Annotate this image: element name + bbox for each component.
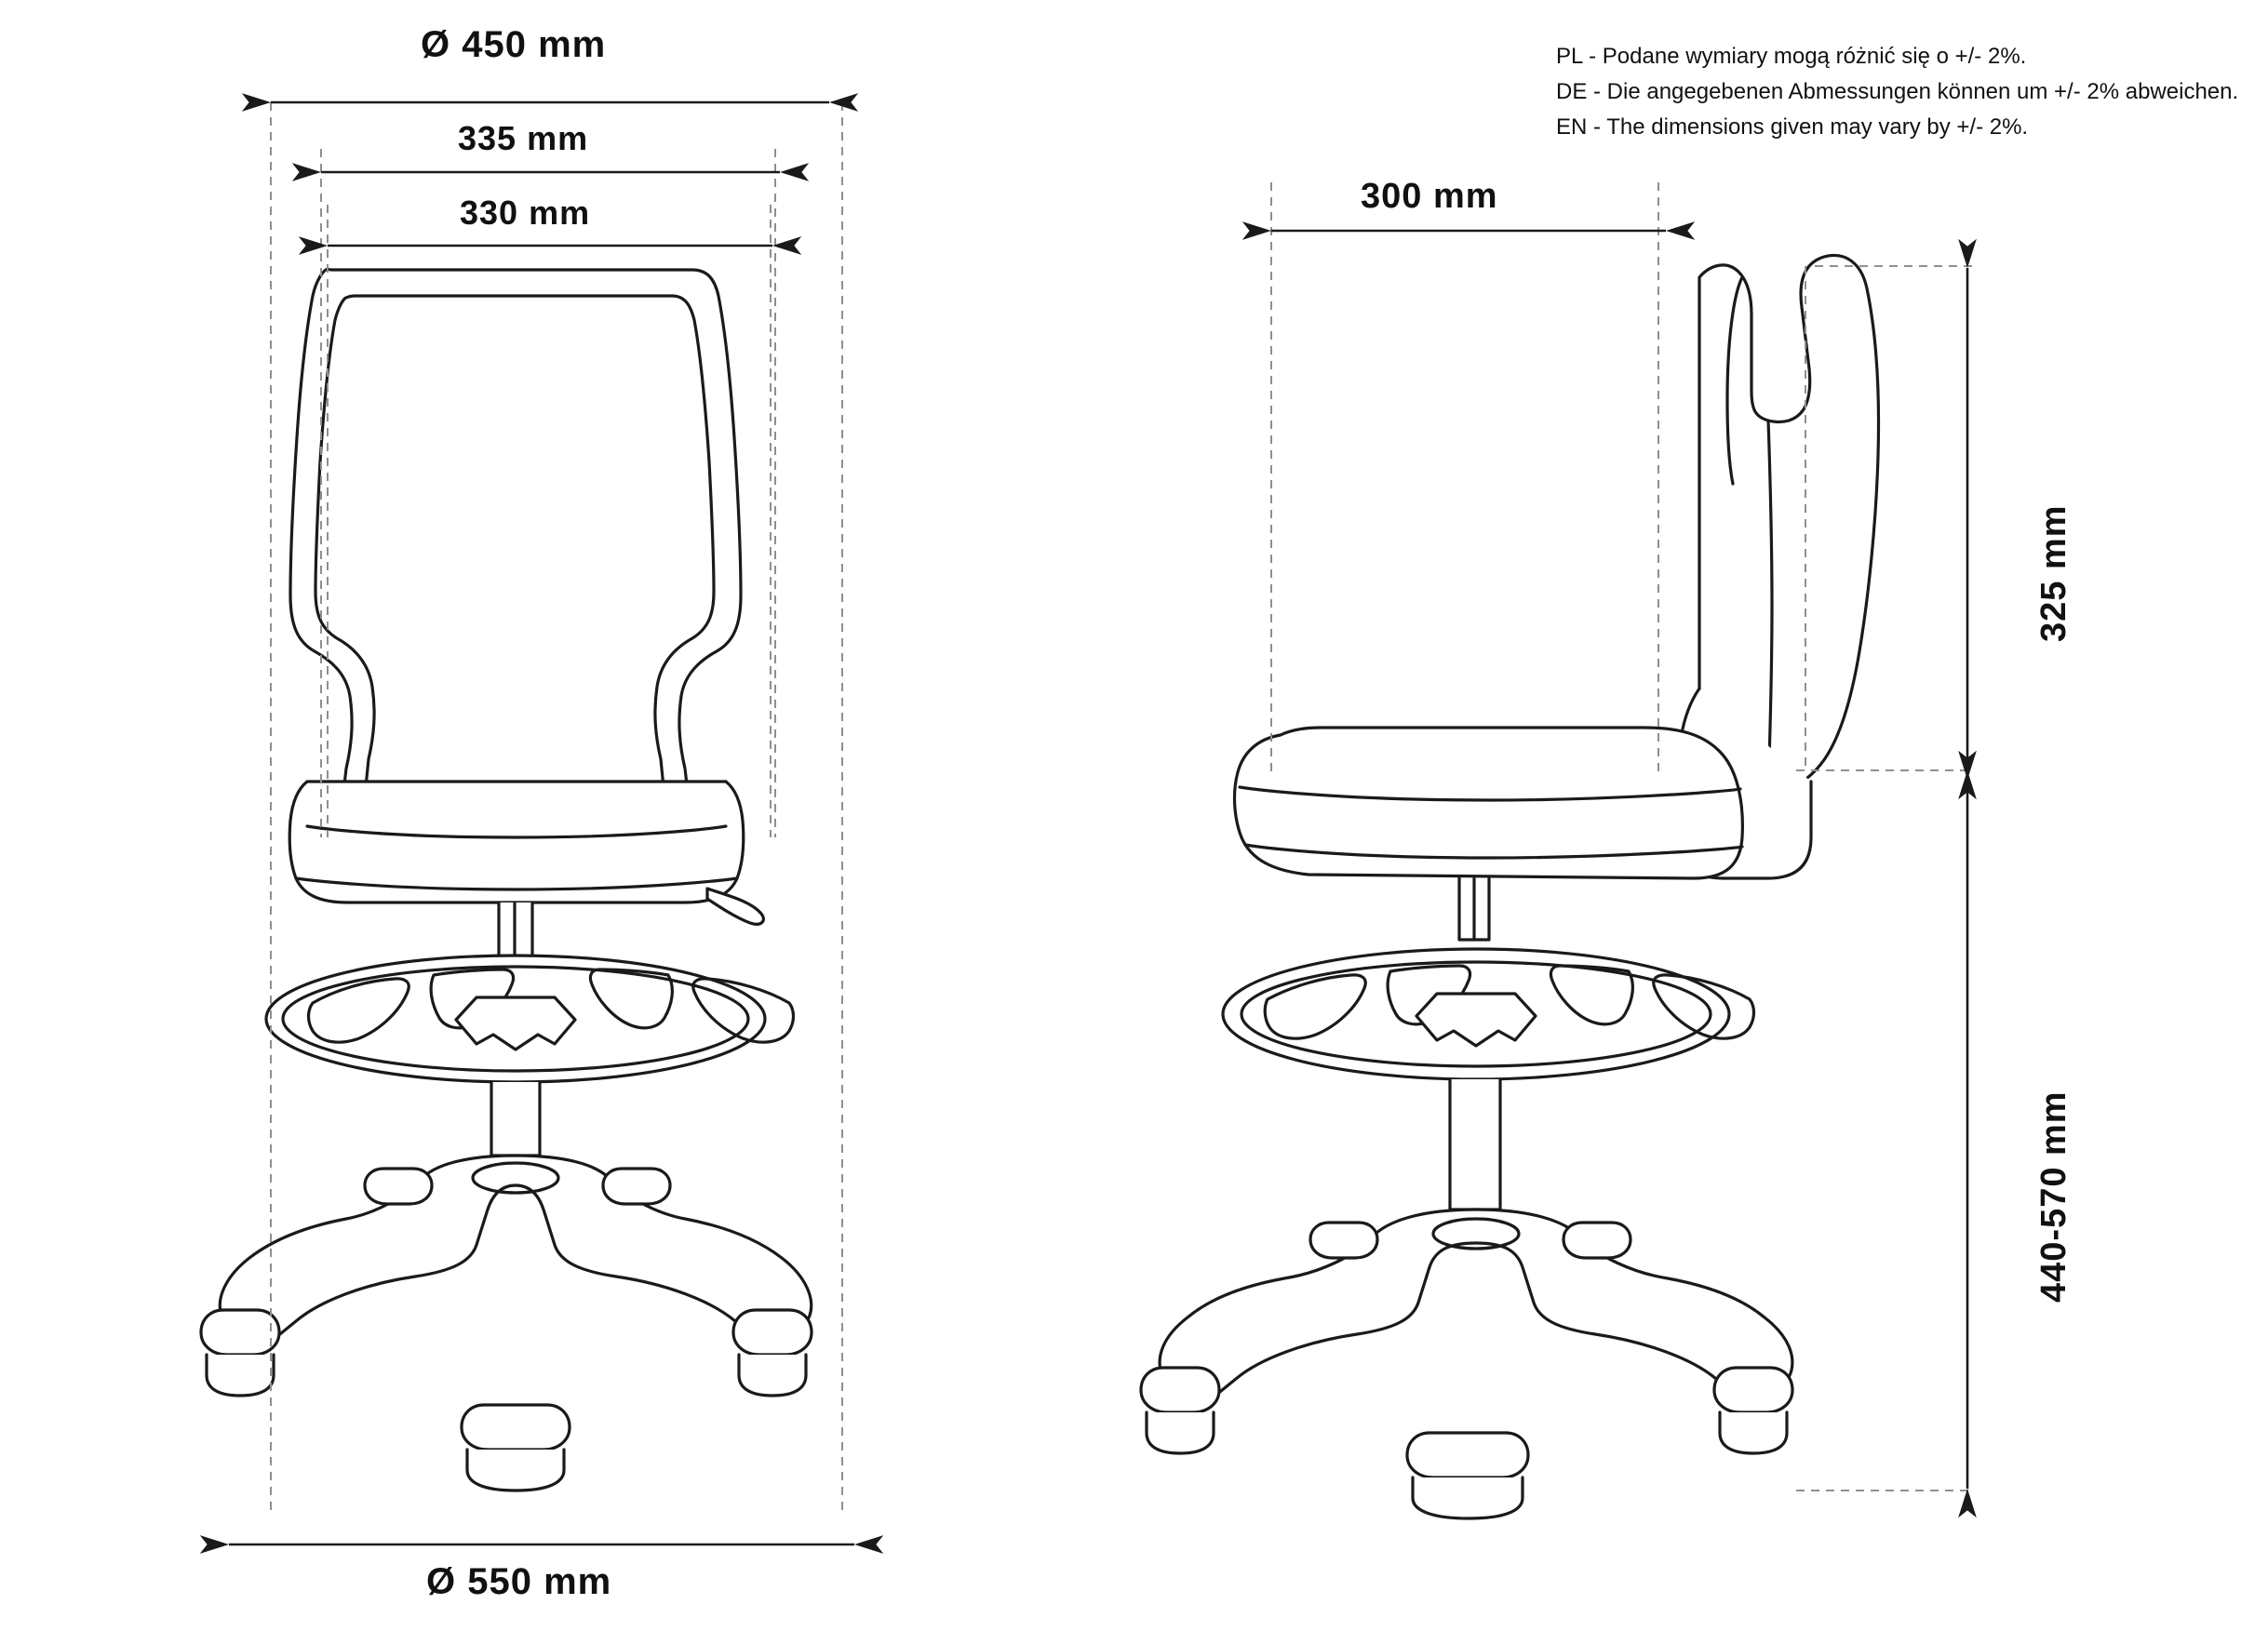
note-line-en: EN - The dimensions given may vary by +/- 2%.	[1556, 114, 2029, 140]
front-view-chair	[201, 269, 812, 1491]
dim-label-backrest-outer-335: 335 mm	[458, 119, 589, 157]
dim-label-backrest-inner-330: 330 mm	[460, 194, 591, 232]
note-line-de: DE - Die angegebenen Abmessungen können um +/- 2% abweichen.	[1556, 79, 2239, 104]
dim-label-seat-height-range: 440-570 mm	[2034, 1090, 2073, 1303]
dim-label-seat-width-450: Ø 450 mm	[421, 24, 607, 65]
dim-label-backrest-height-325: 325 mm	[2034, 504, 2073, 642]
dim-label-seat-depth-300: 300 mm	[1361, 177, 1498, 216]
tolerance-notes	[1556, 39, 2238, 145]
note-line-pl: PL - Podane wymiary mogą różnić się o +/- 2%.	[1556, 44, 2027, 69]
dim-label-base-diameter-550: Ø 550 mm	[426, 1561, 612, 1602]
side-view-chair	[1141, 255, 1879, 1518]
